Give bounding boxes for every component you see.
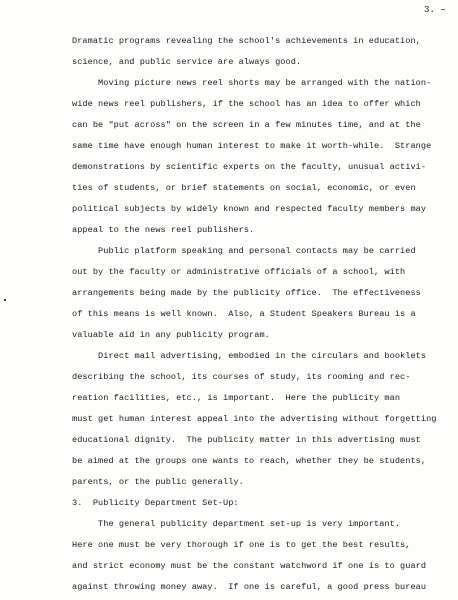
- text-line: out by the faculty or administrative officials of a school, with: [72, 267, 406, 277]
- text-line: of this means is well known. Also, a Student Speakers Bureau is a: [72, 309, 416, 319]
- text-line: parents, or the public generally.: [72, 477, 244, 487]
- text-line: Public platform speaking and personal contacts may be carried: [72, 246, 416, 256]
- text-line: reation facilities, etc., is important. Here the publicity man: [72, 393, 401, 403]
- section-heading: 3. Publicity Department Set-Up:: [72, 498, 239, 508]
- text-line: ties of students, or brief statements on social, economic, or even: [72, 183, 416, 193]
- text-line: appeal to the news reel publishers.: [72, 225, 255, 235]
- text-line: can be "put across" on the screen in a few minutes time, and at the: [72, 120, 421, 130]
- text-line: educational dignity. The publicity matter in this advertising must: [72, 435, 421, 445]
- page-mark: [441, 9, 445, 10]
- margin-mark: [4, 299, 6, 301]
- page-number: 3.: [424, 5, 435, 15]
- text-line: wide news reel publishers, if the school has an idea to offer which: [72, 99, 421, 109]
- text-line: describing the school, its courses of study, its rooming and rec-: [72, 372, 411, 382]
- text-line: The general publicity department set-up is very important.: [72, 519, 401, 529]
- text-line: be aimed at the groups one wants to reach, whether they be students,: [72, 456, 427, 466]
- text-line: Moving picture news reel shorts may be arranged with the nation-: [72, 78, 432, 88]
- text-line: science, and public service are always good.: [72, 57, 302, 67]
- text-line: must get human interest appeal into the advertising without forgetting: [72, 414, 437, 424]
- text-line: valuable aid in any publicity program.: [72, 330, 270, 340]
- text-line: demonstrations by scientific experts on the faculty, unusual activi-: [72, 162, 427, 172]
- text-line: and strict economy must be the constant watchword if one is to guard: [72, 561, 427, 571]
- text-line: against throwing money away. If one is careful, a good press bureau: [72, 582, 427, 592]
- text-line: Dramatic programs revealing the school's achievements in education,: [72, 36, 421, 46]
- text-line: arrangements being made by the publicity office. The effectiveness: [72, 288, 421, 298]
- text-line: Here one must be very thorough if one is to get the best results,: [72, 540, 411, 550]
- text-line: political subjects by widely known and respected faculty members may: [72, 204, 427, 214]
- text-line: Direct mail advertising, embodied in the circulars and booklets: [72, 351, 427, 361]
- text-line: same time have enough human interest to make it worth-while. Strange: [72, 141, 432, 151]
